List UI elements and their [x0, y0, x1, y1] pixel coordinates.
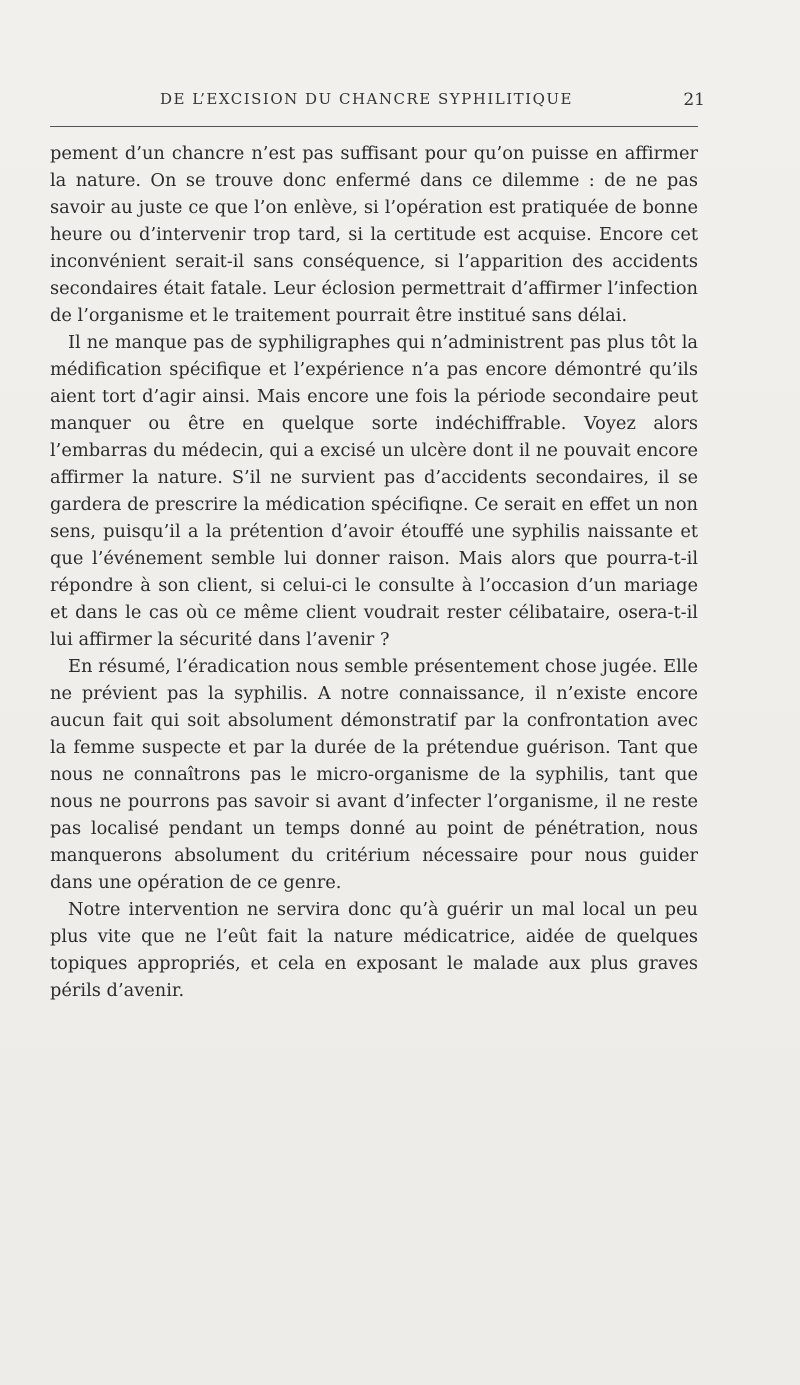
paragraph-3: En résumé, l’éradication nous semble présentement chose jugée. Elle ne prévient pas la syphilis. A notre connaissance, il n’existe encore aucun fait qui soit absolument démonstratif par la confrontation avec la femme suspecte et par la durée de la prétendue guérison. Tant que nous ne connaîtrons pas le micro-organisme de la syphilis, tant que nous ne pourrons pas savoir si avant d’infecter l’organisme, il ne reste pas localisé pendant un temps donné au point de pénétration, nous manquerons absolument du critérium nécessaire pour nous guider dans une opération de ce genre. [50, 656, 698, 893]
header-rule [50, 126, 698, 127]
page-number: 21 [683, 90, 705, 110]
paragraph-1: pement d’un chancre n’est pas suffisant pour qu’on puisse en affirmer la nature. On se trouve donc enfermé dans ce dilemme : de ne pas savoir au juste ce que l’on enlève, si l’opération est pratiquée de bonne heure ou d’intervenir trop tard, si la certitude est acquise. Encore cet inconvénient serait-il sans conséquence, si l’apparition des accidents secondaires était fatale. Leur éclosion permettrait d’affirmer l’infection de l’organisme et le traitement pourrait être institué sans délai. [50, 143, 698, 326]
running-head [160, 90, 705, 114]
paragraph-2: Il ne manque pas de syphiligraphes qui n’administrent pas plus tôt la médification spécifique et l’expérience n’a pas encore démontré qu’ils aient tort d’agir ainsi. Mais encore une fois la période secondaire peut manquer ou être en quelque sorte indéchiffrable. Voyez alors l’embarras du médecin, qui a excisé un ulcère dont il ne pouvait encore affirmer la nature. S’il ne survient pas d’accidents secondaires, il se gardera de prescrire la médication spécifiqne. Ce serait en effet un non sens, puisqu’il a la prétention d’avoir étouffé une syphilis naissante et que l’événement semble lui donner raison. Mais alors que pourra-t-il répondre à son client, si celui-ci le consulte à l’occasion d’un mariage et dans le cas où ce même client voudrait rester célibataire, osera-t-il lui affirmer la sécurité dans l’avenir ? [50, 332, 698, 650]
running-title: DE L’EXCISION DU CHANCRE SYPHILITIQUE [160, 90, 573, 108]
paragraph-4: Notre intervention ne servira donc qu’à guérir un mal local un peu plus vite que ne l’eût fait la nature médicatrice, aidée de quelques topiques appropriés, et cela en exposant le malade aux plus graves périls d’avenir. [50, 899, 698, 1001]
body-text [50, 140, 698, 1004]
